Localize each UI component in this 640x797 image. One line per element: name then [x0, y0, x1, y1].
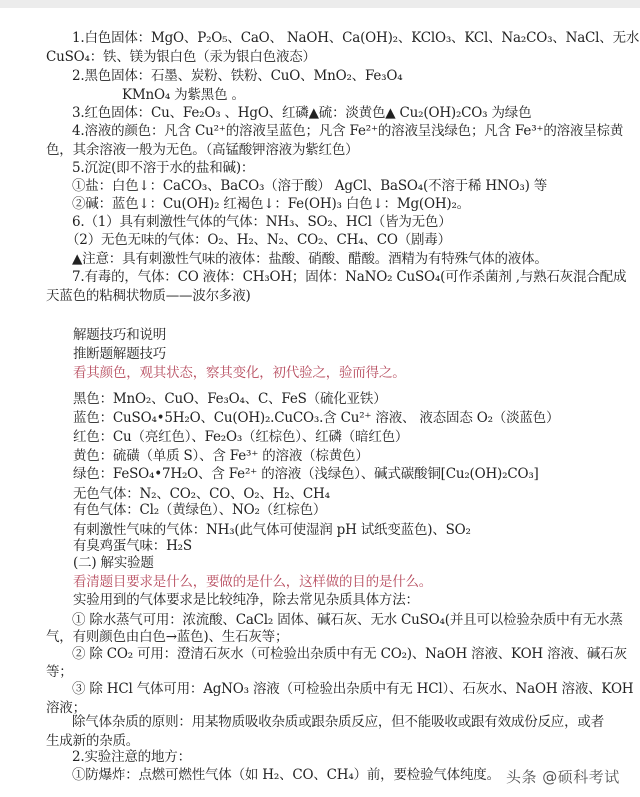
- text-line: ②碱：蓝色↓：Cu(OH)₂ 红褐色↓：Fe(OH)₃ 白色↓：Mg(OH)₂。: [72, 196, 470, 212]
- text-line: 气，有则颜色由白色→蓝色)、生石灰等；: [46, 629, 289, 645]
- text-line: 7.有毒的，气体：CO 液体：CH₃OH；固体：NaNO₂ CuSO₄(可作杀菌剂 ,与熟石灰混合配成: [72, 269, 627, 285]
- section-heading: (二) 解实验题: [73, 555, 154, 571]
- text-line: ① 除水蒸气可用：浓流酸、CaCl₂ 固体、碱石灰、无水 CuSO₄(并且可以检验杂质中有无水蒸: [72, 612, 623, 628]
- text-line: 绿色：FeSO₄•7H₂O、含 Fe²⁺ 的溶液（浅绿色）、碱式碳酸铜[Cu₂(OH)₂CO₃]: [73, 466, 539, 482]
- text-line: 有臭鸡蛋气味：H₂S: [73, 538, 192, 554]
- text-line: 1.白色固体：MgO、P₂O₅、CaO、 NaOH、Ca(OH)₂、KClO₃、KCl、Na₂CO₃、NaCl、无水: [72, 30, 640, 46]
- section-heading: 解题技巧和说明: [73, 327, 167, 343]
- text-line: ①盐：白色↓：CaCO₃、BaCO₃（溶于酸） AgCl、BaSO₄(不溶于稀 HNO₃) 等: [72, 178, 548, 194]
- highlight-text: 看清题目要求是什么，要做的是什么，这样做的目的是什么。: [73, 574, 433, 590]
- text-line: 红色：Cu（亮红色）、Fe₂O₃（红棕色）、红磷（暗红色）: [73, 429, 409, 445]
- text-line: 有刺激性气味的气体：NH₃(此气体可使湿润 pH 试纸变蓝色)、SO₂: [73, 522, 471, 538]
- text-line: 4.溶液的颜色：凡含 Cu²⁺的溶液呈蓝色；凡含 Fe²⁺的溶液呈浅绿色；凡含 Fe³⁺的溶液呈棕黄: [72, 123, 624, 139]
- text-line: 蓝色：CuSO₄•5H₂O、Cu(OH)₂.CuCO₃.含 Cu²⁺ 溶液、 液态固态 O₂（淡蓝色）: [73, 410, 560, 426]
- text-line: 3.红色固体：Cu、Fe₂O₃ 、HgO、红磷▲硫：淡黄色▲ Cu₂(OH)₂CO₃ 为绿色: [72, 105, 532, 121]
- text-line: 无色气体：N₂、CO₂、CO、O₂、H₂、CH₄: [73, 486, 330, 502]
- text-line: 等；: [46, 664, 73, 680]
- top-bar: [0, 0, 640, 8]
- text-line: 实验用到的气体要求是比较纯净，除去常见杂质具体方法：: [73, 592, 419, 608]
- text-line: 黄色：硫磺（单质 S）、含 Fe³⁺ 的溶液（棕黄色）: [73, 448, 369, 464]
- text-line: 色，其余溶液一般为无色。（高锰酸钾溶液为紫红色）: [46, 142, 359, 158]
- text-line: CuSO₄：铁、镁为银白色（汞为银白色液态）: [46, 49, 316, 65]
- text-line: 2.黑色固体：石墨、炭粉、铁粉、CuO、MnO₂、Fe₃O₄: [72, 68, 403, 84]
- text-line: 5.沉淀(即不溶于水的盐和碱)：: [72, 160, 255, 176]
- section-heading: 推断题解题技巧: [73, 346, 167, 362]
- text-line: 2.实验注意的地方：: [72, 749, 191, 765]
- text-line: 有色气体：Cl₂（黄绿色）、NO₂（红棕色）: [73, 502, 327, 518]
- highlight-text: 看其颜色，观其状态，察其变化，初代验之，验而得之。: [73, 365, 406, 381]
- text-line: 黑色：MnO₂、CuO、Fe₃O₄、C、FeS（硫化亚铁）: [73, 391, 387, 407]
- text-line: 6.（1）具有刺激性气体的气体：NH₃、SO₂、HCl（皆为无色）: [72, 214, 452, 230]
- text-line: ③ 除 HCl 气体可用：AgNO₃ 溶液（可检验出杂质中有无 HCl）、石灰水、NaOH 溶液、KOH: [72, 681, 634, 697]
- text-line: 天蓝色的粘稠状物质——波尔多液): [46, 288, 251, 304]
- text-line: （2）无色无味的气体：O₂、H₂、N₂、CO₂、CH₄、CO（剧毒）: [66, 232, 451, 248]
- text-line: KMnO₄ 为紫黑色 。: [122, 87, 245, 103]
- text-line: 生成新的杂质。: [46, 733, 140, 749]
- text-line: ▲注意：具有刺激性气味的液体：盐酸、硝酸、醋酸。酒精为有特殊气体的液体。: [72, 251, 548, 267]
- text-line: 溶液；: [46, 700, 86, 716]
- text-line: ①防爆炸：点燃可燃性气体（如 H₂、CO、CH₄）前，要检验气体纯度。: [72, 767, 500, 783]
- watermark: 头条 @硕科考试: [506, 768, 620, 786]
- text-line: 除气体杂质的原则：用某物质吸收杂质或跟杂质反应，但不能吸收或跟有效成份反应，或者: [72, 714, 604, 730]
- text-line: ② 除 CO₂ 可用：澄清石灰水（可检验出杂质中有无 CO₂)、NaOH 溶液、KOH 溶液、碱石灰: [72, 646, 627, 662]
